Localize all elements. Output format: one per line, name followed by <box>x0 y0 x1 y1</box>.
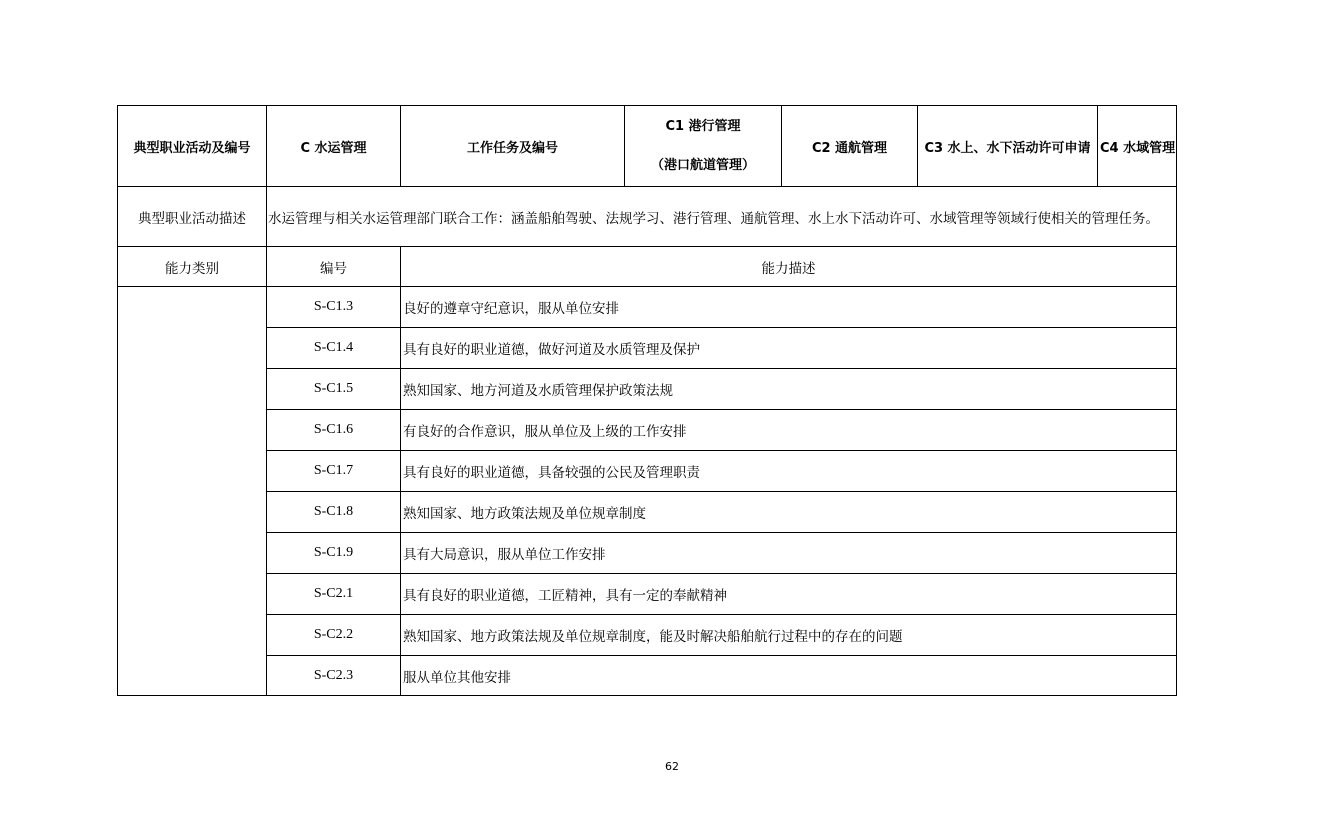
header-row <box>118 106 1177 187</box>
table-row <box>118 287 1177 328</box>
row-text: 熟知国家、地方河道及水质管理保护政策法规 <box>401 369 1177 410</box>
table-row <box>118 451 1177 492</box>
task-c1-title: C1 港行管理 <box>665 119 741 134</box>
table-row <box>118 328 1177 369</box>
task-label: 工作任务及编号 <box>401 106 625 187</box>
description-text: 水运管理与相关水运管理部门联合工作：涵盖船舶驾驶、法规学习、港行管理、通航管理、水上水下活动许可、水域管理等领域行使相关的管理任务。 <box>267 187 1177 247</box>
row-code: S-C1.6 <box>267 410 401 451</box>
table-row <box>118 410 1177 451</box>
column-header-row <box>118 247 1177 287</box>
row-code: S-C1.8 <box>267 492 401 533</box>
row-text: 具有良好的职业道德，做好河道及水质管理及保护 <box>401 328 1177 369</box>
task-c3: C3 水上、水下活动许可申请 <box>918 106 1098 187</box>
description-label: 典型职业活动描述 <box>118 187 267 247</box>
task-c1 <box>625 106 782 187</box>
table-row <box>118 574 1177 615</box>
activity-label: 典型职业活动及编号 <box>118 106 267 187</box>
row-text: 熟知国家、地方政策法规及单位规章制度，能及时解决船舶航行过程中的存在的问题 <box>401 615 1177 656</box>
description-row <box>118 187 1177 247</box>
competency-table <box>117 105 1177 696</box>
activity-value: C 水运管理 <box>267 106 401 187</box>
row-text: 具有大局意识，服从单位工作安排 <box>401 533 1177 574</box>
row-code: S-C1.9 <box>267 533 401 574</box>
task-c4: C4 水域管理 <box>1098 106 1177 187</box>
row-code: S-C2.2 <box>267 615 401 656</box>
row-text: 熟知国家、地方政策法规及单位规章制度 <box>401 492 1177 533</box>
row-text: 有良好的合作意识，服从单位及上级的工作安排 <box>401 410 1177 451</box>
row-code: S-C1.3 <box>267 287 401 328</box>
code-header: 编号 <box>267 247 401 287</box>
row-code: S-C1.4 <box>267 328 401 369</box>
table-row <box>118 492 1177 533</box>
table-row <box>118 369 1177 410</box>
table-row <box>118 656 1177 696</box>
row-text: 服从单位其他安排 <box>401 656 1177 696</box>
row-code: S-C1.5 <box>267 369 401 410</box>
row-text: 良好的遵章守纪意识，服从单位安排 <box>401 287 1177 328</box>
row-code: S-C2.1 <box>267 574 401 615</box>
category-cell <box>118 287 267 696</box>
row-code: S-C2.3 <box>267 656 401 696</box>
page-number: 62 <box>665 760 679 773</box>
description-header: 能力描述 <box>401 247 1177 287</box>
table-row <box>118 533 1177 574</box>
category-header: 能力类别 <box>118 247 267 287</box>
row-text: 具有良好的职业道德，具备较强的公民及管理职责 <box>401 451 1177 492</box>
table-row <box>118 615 1177 656</box>
row-code: S-C1.7 <box>267 451 401 492</box>
task-c2: C2 通航管理 <box>782 106 918 187</box>
task-c1-subtitle: （港口航道管理） <box>650 158 755 173</box>
row-text: 具有良好的职业道德，工匠精神，具有一定的奉献精神 <box>401 574 1177 615</box>
